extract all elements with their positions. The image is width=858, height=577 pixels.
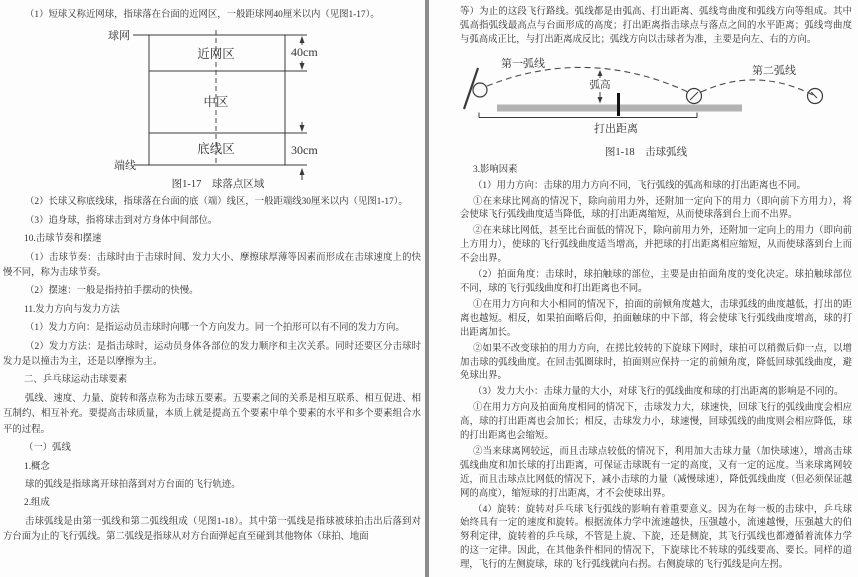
arrow-down-icon <box>598 97 603 104</box>
paragraph: ②在来球比网低，甚至比台面低的情况下，除向前用力外，还附加一定向上的用力（即向前上方用力），使球的飞行弧线曲度适当增高，并把球的打出距离相应缩短，从而使球落到台上而不会出界。 <box>460 226 852 265</box>
paragraph: （2）摆速：一般是指持拍手摆动的快慢。 <box>25 286 199 297</box>
figure-ball-landing-zones <box>3 26 421 192</box>
first-arc-path <box>487 67 688 92</box>
paragraph: （2）长球又称底线球，指球落在台面的底（端）线区，一般距端线30厘米以内（见图1-17）。 <box>25 197 408 208</box>
paragraph: ②当来球离网较远，而且击球点较低的情况下，利用加大击球力量（加快球速），增高击球弧线曲度和加长球的打出距离，可保证击球既有一定的高度，又有一定的远度。当来球离网较近，而且击球点比网低的情况下，减小击球的力量（减慢球速），降低弧线曲度（但必须保证越网的高度），缩短球的打出距离，才不会使球出界。 <box>460 446 852 499</box>
arc-height-label: 弧高 <box>589 79 611 91</box>
heading: （一）弧线 <box>24 443 71 454</box>
zone-middle-label: 中区 <box>203 95 229 110</box>
paragraph: ①在用力方向及拍面角度相同的情况下，击球发力大，球速快，回球飞行的弧线曲度会相应高，球的打出距离也会加长；相反，击球发力小，球速慢，回球弧线的曲度则会相应降低，球的打出距离也会缩短。 <box>460 403 852 442</box>
figure-1-18-svg <box>460 50 852 162</box>
paragraph: （2）发力方法：是指击球时，运动员身体各部位的发力顺序和主次关系。同时还要区分击球时发力是以撞击为主，还是以摩擦为主。 <box>3 341 421 368</box>
heading: 二、乒乓球运动击球要素 <box>24 375 128 386</box>
paragraph: ①在用力方向和大小相同的情况下，拍面的前倾角度越大，击球弧线的曲度越低，打出的距离也越短。相反，如果拍面略后仰，拍面触球的中下部，将会使球飞行弧线曲度增高，球的打出距离加长。 <box>460 299 852 338</box>
net-label: 球网 <box>108 30 130 43</box>
dim-40cm-label: 40cm <box>291 45 318 60</box>
distance-label: 打出距离 <box>594 122 638 135</box>
paragraph: 球的弧线是指球离开球拍落到对方台面的飞行轨迹。 <box>25 479 241 490</box>
arrow-down-icon <box>300 63 305 70</box>
heading: 1.概念 <box>24 461 50 472</box>
first-arc-label: 第一弧线 <box>501 57 545 70</box>
zone-near-net-label: 近网区 <box>197 47 235 62</box>
paragraph: ②如果不改变球拍的用力方向，在搓比较转的下旋球下网时，球拍可以稍微后仰一点，以增加击球的弧线曲度。在回击弧圈球时，拍面则应保持一定的前倾角度，降低回球弧线曲度，避免球出界。 <box>460 343 852 382</box>
second-arc-path <box>701 80 815 96</box>
heading: 3.影响因素 <box>473 164 518 175</box>
paragraph: （4）旋转：旋转对乒乓球飞行弧线的影响有着重要意义。因为在每一板的击球中，乒乓球始终具有一定的速度和旋转。根据流体力学中流速越快，压强越小，流速越慢，压强越大的伯努利定律，旋转着的乒乓球，不管是上旋、下旋，还是侧旋，其飞行弧线也都遵循着流体力学的这一定律。因此，在其他条件相同的情况下，下旋球比不转球的弧线要高、要长。同样的道理，飞行的左侧旋球，球的飞行弧线就向右拐。右侧旋球的飞行弧线是向左拐。 <box>460 504 852 571</box>
endline-label: 端线 <box>114 160 136 173</box>
page-right <box>429 0 858 577</box>
paragraph: ①在来球比网高的情况下，除向前用力外，还附加一定向下的用力（即向前下方用力），将会使球飞行弧线曲度适当降低，球的打出距离缩短，从而使球落到台上而不出界。 <box>460 196 852 221</box>
paragraph: （2）拍面角度：击球时，球拍触球的部位，主要是由拍面角度的变化决定。球拍触球部位不同，球的飞行弧线曲度和打出距离也不同。 <box>460 270 852 294</box>
ball-at-racket <box>473 83 487 97</box>
heading: 11.发力方向与发力方法 <box>24 304 120 315</box>
second-arc-label: 第二弧线 <box>752 64 796 77</box>
zone-baseline-label: 底线区 <box>197 142 235 157</box>
paragraph: （1）短球又称近网球，指球落在台面的近网区，一般距球网40厘米以内（见图1-17）。 <box>25 10 380 20</box>
heading: 10.击球节奏和摆速 <box>24 234 102 245</box>
paragraph: （1）击球节奏：击球时由于击球时间、发力大小、摩擦球厚薄等因素而形成在击球速度上的快慢不同，称为击球节奏。 <box>3 252 421 279</box>
figure-1-17-svg <box>3 26 421 192</box>
paragraph: 等）为止的这段飞行路线。弧线都是由弧高、打出距离、弧线弯曲度和弧线方向等组成。其中弧高指弧线最高点与台面形成的高度；打出距离指击球点与落点之间的水平距离；弧线弯曲度与弧高成正比，与打出距离成反比；弧线方向以击球者为准，主要是向左、右的方向。 <box>460 7 852 45</box>
paragraph: （3）追身球，指将球击到对方身体中间部位。 <box>25 215 218 226</box>
paragraph: （3）发力大小：击球力量的大小，对球飞行的弧线曲度和球的打出距离的影响是不同的。 <box>473 387 844 398</box>
heading: 2.组成 <box>24 498 50 509</box>
figure-1-17-caption: 图1-17 球落点区域 <box>171 179 265 191</box>
paragraph: （1）发力方向：是指运动员击球时向哪一个方向发力。同一个拍形可以有不同的发力方向。 <box>25 323 405 334</box>
arrow-down-icon <box>300 125 305 132</box>
dim-30cm-label: 30cm <box>291 143 318 158</box>
page-left <box>0 0 425 577</box>
paragraph: （1）用力方向：击球的用力方向不同，飞行弧线的弧高和球的打出距离也不同。 <box>473 180 806 191</box>
paragraph: 击球弧线是由第一弧线和第二弧线组成（见图1-18）。其中第一弧线是指球被球拍击出后落到对方台面为止的飞行弧线。第二弧线是指球从对方台面弹起直至碰到其他物体（球拍、地面 <box>3 516 421 543</box>
net <box>617 93 620 116</box>
figure-1-18-caption: 图1-18 击球弧线 <box>604 146 688 158</box>
figure-hitting-arc <box>460 50 852 162</box>
paragraph: 弧线、速度、力量、旋转和落点称为击球五要素。五要素之间的关系是相互联系、相互促进、相互制约、相互补充。要提高击球质量，本质上就是提高五个要素中单个要素的水平和多个要素组合水平的过程。 <box>3 393 421 435</box>
